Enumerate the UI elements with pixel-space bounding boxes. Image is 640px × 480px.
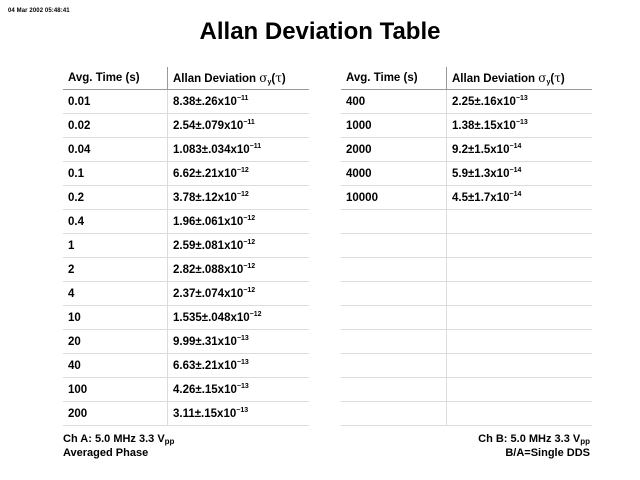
allan-deviation-cell [168,330,310,354]
table-header-row [341,67,592,90]
deviation-mantissa: 3.78±.12x10 [173,191,237,204]
allan-deviation-cell [168,282,310,306]
channel-a-line1 [63,432,174,446]
avg-time-cell [341,210,447,234]
avg-time-cell: 40 [63,354,168,378]
table-row [341,306,592,330]
avg-time-cell [341,378,447,402]
table-row [63,402,309,426]
deviation-exponent: −12 [243,238,256,246]
deviation-mantissa: 3.11±.15x10 [173,407,237,420]
sigma-symbol: σ [259,71,268,85]
avg-time-cell [341,234,447,258]
avg-time-cell: 100 [63,378,168,402]
deviation-exponent: −11 [236,94,249,102]
channel-a-mode: Averaged Phase [63,447,149,459]
deviation-mantissa: 2.54±.079x10 [173,119,244,132]
avg-time-cell: 0.1 [63,162,168,186]
avg-time-cell: 10 [63,306,168,330]
allan-deviation-cell [168,378,310,402]
timestamp: 04 Mar 2002 05:48:41 [8,8,70,14]
table-row [341,282,592,306]
deviation-exponent: −13 [236,406,249,414]
allan-deviation-cell [447,114,593,138]
allan-deviation-table-right [341,67,592,426]
channel-a-unit-sub: pp [164,437,175,446]
allan-deviation-cell [168,402,310,426]
table-row [341,90,592,114]
channel-b-info [478,432,590,460]
allan-deviation-cell [447,306,593,330]
avg-time-cell [341,354,447,378]
table-row [63,306,309,330]
avg-time-header: Avg. Time (s) [63,67,168,90]
avg-time-cell: 20 [63,330,168,354]
deviation-mantissa: 2.82±.088x10 [173,263,244,276]
table-row [63,234,309,258]
avg-time-cell [341,282,447,306]
deviation-exponent: −13 [515,94,528,102]
paren-close: ) [281,73,286,85]
paren-open: ( [271,73,276,85]
avg-time-cell: 0.01 [63,90,168,114]
avg-time-cell: 400 [341,90,447,114]
deviation-exponent: −14 [509,166,522,174]
deviation-exponent: −12 [236,166,249,174]
deviation-mantissa: 9.2±1.5x10 [452,143,510,156]
allan-deviation-table-left [63,67,309,426]
table-row [63,258,309,282]
avg-time-cell [341,306,447,330]
allan-deviation-cell [168,306,310,330]
deviation-exponent: −12 [243,262,256,270]
avg-time-cell: 1 [63,234,168,258]
table-row [341,258,592,282]
deviation-mantissa: 1.38±.15x10 [452,119,516,132]
allan-deviation-header [168,67,310,90]
deviation-exponent: −13 [515,118,528,126]
deviation-mantissa: 9.99±.31x10 [173,335,237,348]
table-row [63,354,309,378]
table-row [341,186,592,210]
allan-deviation-cell [447,210,593,234]
allan-deviation-cell [447,330,593,354]
avg-time-cell: 2 [63,258,168,282]
channel-a-spec: Ch A: 5.0 MHz 3.3 V [63,433,165,445]
table-row [341,162,592,186]
allan-deviation-header [447,67,593,90]
deviation-exponent: −12 [236,190,249,198]
allan-deviation-cell [447,162,593,186]
deviation-exponent: −12 [243,286,256,294]
allan-deviation-cell [168,258,310,282]
tau-symbol: τ [554,71,561,85]
avg-time-cell [341,258,447,282]
deviation-exponent: −14 [509,142,522,150]
deviation-mantissa: 8.38±.26x10 [173,95,237,108]
avg-time-cell: 200 [63,402,168,426]
table-row [341,138,592,162]
table-row [63,114,309,138]
allan-deviation-cell [447,186,593,210]
allan-deviation-cell [447,354,593,378]
avg-time-cell: 1000 [341,114,447,138]
allan-deviation-cell [447,138,593,162]
table-row [63,90,309,114]
deviation-mantissa: 5.9±1.3x10 [452,167,510,180]
allan-deviation-cell [447,90,593,114]
deviation-exponent: −12 [249,310,262,318]
table-row [63,378,309,402]
table-row [63,282,309,306]
allan-deviation-cell [447,234,593,258]
table-header-row [63,67,309,90]
allan-deviation-header-label: Allan Deviation [452,73,539,85]
page-title: Allan Deviation Table [199,18,441,45]
deviation-exponent: −12 [243,214,256,222]
table-row [63,162,309,186]
channel-b-mode: B/A=Single DDS [505,447,590,459]
avg-time-cell [341,402,447,426]
deviation-mantissa: 1.083±.034x10 [173,143,250,156]
deviation-exponent: −13 [236,334,249,342]
deviation-exponent: −14 [509,190,522,198]
tau-symbol: τ [275,71,282,85]
allan-deviation-cell [168,234,310,258]
avg-time-cell: 0.4 [63,210,168,234]
channel-a-info [63,432,174,460]
table-row [341,330,592,354]
avg-time-header: Avg. Time (s) [341,67,447,90]
deviation-exponent: −13 [236,358,249,366]
sigma-subscript: y [267,79,272,86]
deviation-mantissa: 4.5±1.7x10 [452,191,510,204]
allan-deviation-cell [168,138,310,162]
allan-deviation-cell [447,402,593,426]
avg-time-cell [341,330,447,354]
table-row [341,402,592,426]
avg-time-cell: 2000 [341,138,447,162]
deviation-mantissa: 2.37±.074x10 [173,287,244,300]
avg-time-cell: 4000 [341,162,447,186]
deviation-exponent: −11 [243,118,255,126]
deviation-mantissa: 1.535±.048x10 [173,311,250,324]
table-row [341,114,592,138]
paren-close: ) [560,73,565,85]
paren-open: ( [550,73,555,85]
channel-b-line1 [478,432,590,446]
table-row [341,210,592,234]
table-row [341,378,592,402]
avg-time-cell: 0.2 [63,186,168,210]
allan-deviation-cell [168,210,310,234]
allan-deviation-cell [447,282,593,306]
sigma-subscript: y [546,79,551,86]
table-row [341,234,592,258]
table-row [63,330,309,354]
allan-deviation-cell [168,354,310,378]
avg-time-cell: 0.04 [63,138,168,162]
allan-deviation-cell [168,162,310,186]
table-row [63,186,309,210]
allan-deviation-cell [447,378,593,402]
allan-deviation-cell [168,186,310,210]
table-row [341,354,592,378]
allan-deviation-cell [168,90,310,114]
allan-deviation-header-label: Allan Deviation [173,73,260,85]
table-row [63,138,309,162]
deviation-mantissa: 4.26±.15x10 [173,383,237,396]
deviation-exponent: −13 [236,382,249,390]
avg-time-cell: 0.02 [63,114,168,138]
avg-time-cell: 4 [63,282,168,306]
avg-time-cell: 10000 [341,186,447,210]
table-row [63,210,309,234]
allan-deviation-cell [168,114,310,138]
deviation-mantissa: 2.59±.081x10 [173,239,244,252]
deviation-mantissa: 6.62±.21x10 [173,167,237,180]
channel-b-spec: Ch B: 5.0 MHz 3.3 V [478,433,581,445]
deviation-mantissa: 6.63±.21x10 [173,359,237,372]
channel-b-unit-sub: pp [580,437,590,446]
deviation-mantissa: 1.96±.061x10 [173,215,244,228]
deviation-mantissa: 2.25±.16x10 [452,95,516,108]
allan-deviation-cell [447,258,593,282]
sigma-symbol: σ [538,71,547,85]
deviation-exponent: −11 [249,142,262,150]
